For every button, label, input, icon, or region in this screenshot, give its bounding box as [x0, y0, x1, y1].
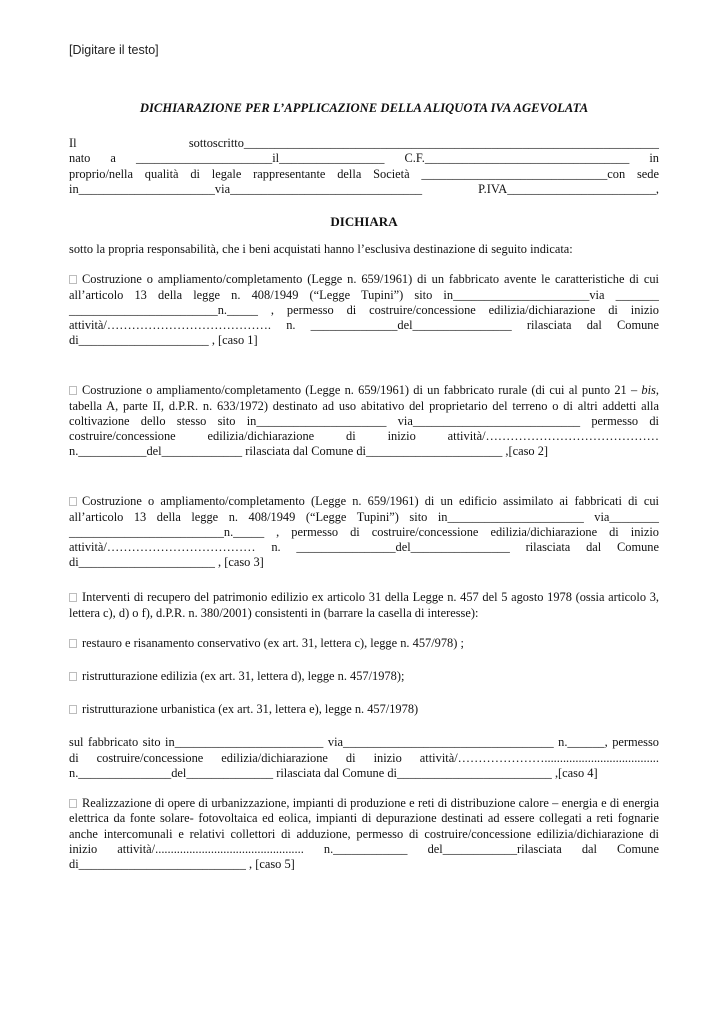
case-4-option-e-text: ristrutturazione urbanistica (ex art. 31, lettera e), legge n. 457/1978) — [82, 702, 419, 717]
case-2-text-b: , tabella A, parte II, d.P.R. n. 633/1972) destinato ad uso abitativo del proprietario del terreno o di altri addetti alla coltivazione dello stesso sito in_____________________ via___________________________ permesso di costruire/concessione edilizia/dichiarazione di inizio attività/……………………………………n.___________del_____________ rilasciata dal Comune di______________________ ,[caso 2] — [69, 383, 659, 459]
case-5-text: Realizzazione di opere di urbanizzazione, impianti di produzione e reti di distribuzione calore – energia e di energia elettrica da fonte solare- fotovoltaica ed eolica, impianti di depurazione destinati ad essere collegati a reti fognarie anche intercomunali e relativi collettori di adduzione, permesso di costruire/concessione edilizia/dichiarazione di inizio attività/................................................ n.____________ del____________rilasciata dal Comune di___________________________ , [caso 5] — [69, 796, 659, 871]
case-4-checkbox[interactable] — [69, 593, 77, 602]
case-4-option-e-checkbox[interactable] — [69, 705, 77, 714]
case-2 — [69, 383, 659, 459]
case-1 — [69, 272, 659, 348]
document-title: DICHIARAZIONE PER L’APPLICAZIONE DELLA ALIQUOTA IVA AGEVOLATA — [139, 101, 589, 115]
dichiara-heading: DICHIARA — [330, 214, 398, 230]
header-placeholder[interactable]: [Digitare il testo] — [69, 43, 159, 57]
case-3 — [69, 494, 659, 570]
declarant-address-line[interactable]: in______________________via_______________________________ P.IVA________________________, — [69, 181, 659, 196]
intro-text: sotto la propria responsabilità, che i beni acquistati hanno l’esclusiva destinazione di seguito indicata: — [69, 242, 573, 257]
declarant-block — [69, 136, 659, 197]
declarant-company-line[interactable]: proprio/nella qualità di legale rappresentante della Società ______________________________con sede — [69, 166, 659, 181]
case-2-checkbox[interactable] — [69, 386, 77, 395]
case-3-checkbox[interactable] — [69, 497, 77, 506]
case-4-option-e — [69, 702, 659, 717]
case-4-option-c-checkbox[interactable] — [69, 639, 77, 648]
case-5 — [69, 796, 659, 872]
case-2-text-a: Costruzione o ampliamento/completamento (Legge n. 659/1961) di un fabbricato rurale (di cui al punto 21 – — [82, 383, 642, 398]
case-3-text: Costruzione o ampliamento/completamento (Legge n. 659/1961) di un edificio assimilato ai fabbricati di cui all’articolo 13 della legge n. 408/1949 (“Legge Tupini”) sito in______________________ via________ _________________________n._____ , permesso di costruire/concessione edilizia/dichiarazione di inizio attività/……………………………… n. ________________del________________ rilasciata dal Comune di______________________ , [caso 3] — [69, 494, 659, 570]
case-4-text: Interventi di recupero del patrimonio edilizio ex articolo 31 della Legge n. 457 del 5 agosto 1978 (ossia articolo 3, lettera c), d) o f), d.P.R. n. 380/2001) consistenti in (barrare la casella di interesse): — [69, 590, 659, 620]
case-4-option-c — [69, 636, 659, 651]
case-4-option-d — [69, 669, 659, 684]
declarant-birth-line[interactable]: nato a ______________________il_________________ C.F._________________________________ in — [69, 151, 659, 166]
case-2-bis: bis — [641, 383, 656, 398]
case-4-site[interactable]: sul fabbricato sito in________________________ via__________________________________ n.______, permesso di costruire/concessione edilizia/dichiarazione di inizio attività/…………………..................................... n._______________del______________ rilasciata dal Comune di_________________________ ,[caso 4] — [69, 735, 659, 780]
case-4-option-d-checkbox[interactable] — [69, 672, 77, 681]
case-4-option-d-text: ristrutturazione edilizia (ex art. 31, lettera d), legge n. 457/1978); — [82, 669, 405, 684]
case-1-text: Costruzione o ampliamento/completamento (Legge n. 659/1961) di un fabbricato avente le caratteristiche di cui all’articolo 13 della legge n. 408/1949 (“Legge Tupini”) sito in______________________via _______ ________________________n._____ , permesso di costruire/concessione edilizia/dichiarazione di inizio attività/…………………………………. n. ______________del________________ rilasciata dal Comune di_____________________ , [caso 1] — [69, 272, 659, 348]
document-body — [69, 101, 659, 872]
case-4 — [69, 590, 659, 620]
case-4-option-c-text: restauro e risanamento conservativo (ex art. 31, lettera c), legge n. 457/978) ; — [82, 635, 464, 650]
declarant-name-line[interactable]: Il sottoscritto___________________________________________________________________ — [69, 136, 659, 151]
case-1-checkbox[interactable] — [69, 275, 77, 284]
case-5-checkbox[interactable] — [69, 799, 77, 808]
